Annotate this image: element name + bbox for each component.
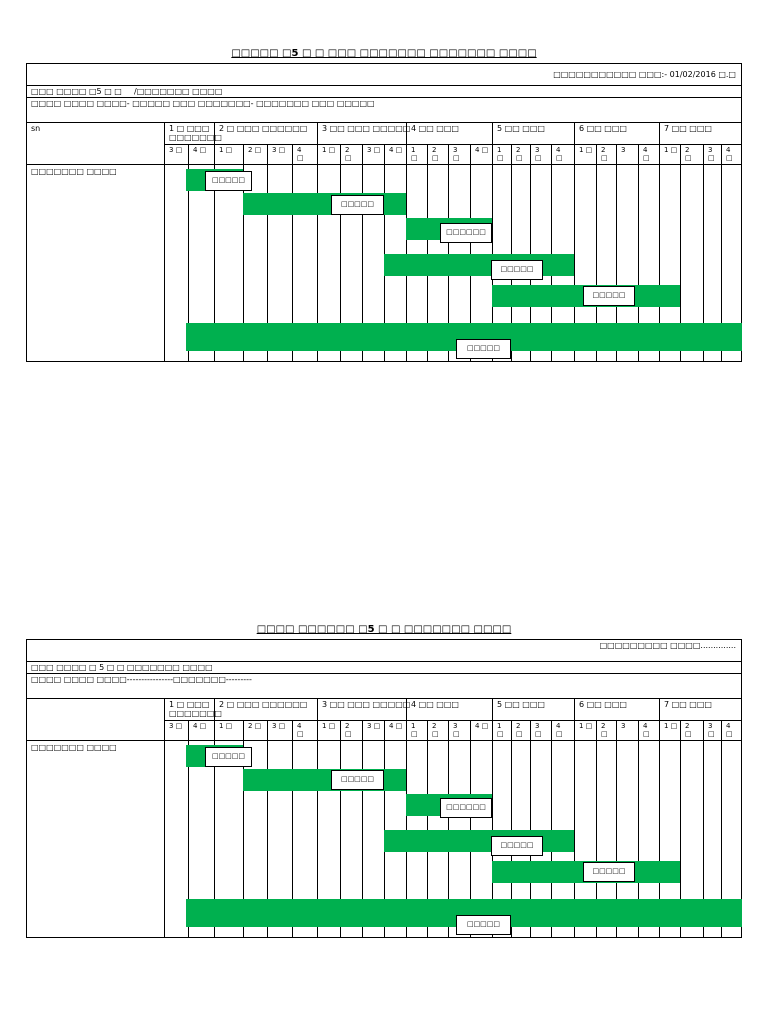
week-header: 1 □	[411, 146, 418, 162]
info-line-1: □□□ □□□□ □ 5 □ □ □□□□□□□ □□□□	[31, 663, 213, 672]
week-header: 1 □	[411, 722, 418, 738]
task-label: □□□□□	[583, 862, 635, 882]
task-bar	[384, 254, 574, 276]
week-header: 2 □	[685, 146, 692, 162]
week-header: 2 □	[248, 722, 262, 730]
week-header: 4 □	[193, 722, 207, 730]
week-header: 1 □	[579, 722, 593, 730]
week-header: 4 □	[556, 146, 563, 162]
week-header: 4 □	[726, 722, 733, 738]
month-header: 7 □□ □□□	[664, 700, 712, 709]
week-header: 4 □	[389, 146, 403, 154]
week-header: 3 □	[272, 146, 286, 154]
month-header: 6 □□ □□□	[579, 700, 627, 709]
task-label: □□□□□	[456, 915, 511, 935]
week-header: 1 □	[579, 146, 593, 154]
week-header: 2 □	[248, 146, 262, 154]
row-label: □□□□□□□ □□□□	[31, 743, 117, 752]
week-header: 1 □	[664, 146, 678, 154]
row-divider	[26, 661, 742, 662]
week-header: 3	[621, 722, 626, 730]
week-header: 3 □	[535, 722, 542, 738]
row-divider	[26, 85, 742, 86]
week-header: 1 □	[322, 722, 336, 730]
schedule-title	[0, 624, 768, 635]
month-header: 2 □ □□□ □□□□□□	[219, 700, 308, 709]
month-header: 7 □□ □□□	[664, 124, 712, 133]
task-label: □□□□□	[583, 286, 635, 306]
week-header: 4 □	[726, 146, 733, 162]
label-column-divider	[164, 698, 165, 938]
week-header: 1 □	[497, 146, 504, 162]
row-divider	[26, 97, 742, 98]
row-divider	[26, 698, 742, 699]
month-header: 6 □□ □□□	[579, 124, 627, 133]
label-column-divider	[164, 122, 165, 362]
week-header: 4 □	[193, 146, 207, 154]
week-header: 3 □	[272, 722, 286, 730]
week-header: 2 □	[601, 722, 608, 738]
row-divider	[26, 122, 742, 123]
week-header: 2 □	[432, 722, 439, 738]
week-header: 3 □	[367, 722, 381, 730]
week-header: 3 □	[453, 722, 460, 738]
task-label: □□□□□□	[440, 223, 492, 243]
month-header: 3 □□ □□□ □□□□□	[322, 124, 411, 133]
task-label: □□□□□	[491, 836, 543, 856]
week-header: 1 □	[219, 722, 233, 730]
week-header: 3 □	[708, 146, 715, 162]
week-header: 4 □	[643, 722, 650, 738]
info-line-2: □□□□ □□□□ □□□□- □□□□□ □□□ □□□□□□□- □□□□□□□ □□□ □□□□□	[31, 99, 375, 108]
info-line-2: □□□□ □□□□ □□□□----------------□□□□□□□---------	[31, 675, 252, 684]
sn-label: sn	[31, 124, 41, 133]
schedule-title-text: □□□□ □□□□□□ □5 □ □ □□□□□□□ □□□□	[256, 624, 512, 635]
week-header: 3 □	[367, 146, 381, 154]
month-header: 5 □□ □□□	[497, 700, 545, 709]
week-header: 1 □	[322, 146, 336, 154]
task-label: □□□□□	[205, 747, 252, 767]
schedule-title	[0, 48, 768, 59]
row-label: □□□□□□□ □□□□	[31, 167, 117, 176]
week-header: 1 □	[497, 722, 504, 738]
date-line: □□□□□□□□□□□ □□□:- 01/02/2016 □.□	[553, 70, 736, 79]
task-bar	[384, 830, 574, 852]
month-header: 2 □ □□□ □□□□□□	[219, 124, 308, 133]
week-header: 4 □	[297, 146, 304, 162]
task-label: □□□□□	[205, 171, 252, 191]
week-header: 2 □	[516, 722, 523, 738]
task-label: □□□□□□	[440, 798, 492, 818]
week-header: 4 □	[643, 146, 650, 162]
task-label: □□□□□	[331, 770, 384, 790]
week-header: 1 □	[664, 722, 678, 730]
month-header: 1 □ □□□ □□□□□□□	[169, 124, 222, 142]
week-header: 3 □	[708, 722, 715, 738]
info-line-1-right: /□□□□□□□ □□□□	[134, 87, 223, 96]
info-line-1: □□□ □□□□ □5 □ □	[31, 87, 122, 96]
week-header: 4 □	[475, 146, 489, 154]
week-header: 2 □	[345, 146, 352, 162]
week-header: 4 □	[389, 722, 403, 730]
row-divider	[26, 673, 742, 674]
month-header: 5 □□ □□□	[497, 124, 545, 133]
week-header: 3 □	[169, 146, 183, 154]
task-label: □□□□□	[456, 339, 511, 359]
week-header: 4 □	[556, 722, 563, 738]
week-header: 4 □	[475, 722, 489, 730]
week-header: 2 □	[685, 722, 692, 738]
week-header: 3 □	[453, 146, 460, 162]
week-header: 3 □	[169, 722, 183, 730]
week-header: 1 □	[219, 146, 233, 154]
week-header: 3	[621, 146, 626, 154]
week-divider	[164, 144, 742, 145]
month-header: 3 □□ □□□ □□□□□	[322, 700, 411, 709]
month-header: 1 □ □□□ □□□□□□□	[169, 700, 222, 718]
week-header: 3 □	[535, 146, 542, 162]
week-divider	[164, 720, 742, 721]
schedule-title-text: □□□□□ □5 □ □ □□□ □□□□□□□ □□□□□□□ □□□□	[231, 48, 537, 59]
month-header: 4 □□ □□□	[411, 124, 459, 133]
month-header: 4 □□ □□□	[411, 700, 459, 709]
week-header: 2 □	[432, 146, 439, 162]
week-header: 2 □	[601, 146, 608, 162]
week-header: 2 □	[345, 722, 352, 738]
week-header: 2 □	[516, 146, 523, 162]
task-label: □□□□□	[491, 260, 543, 280]
task-label: □□□□□	[331, 195, 384, 215]
date-line: □□□□□□□□□ □□□□..............	[599, 641, 736, 650]
week-header: 4 □	[297, 722, 304, 738]
